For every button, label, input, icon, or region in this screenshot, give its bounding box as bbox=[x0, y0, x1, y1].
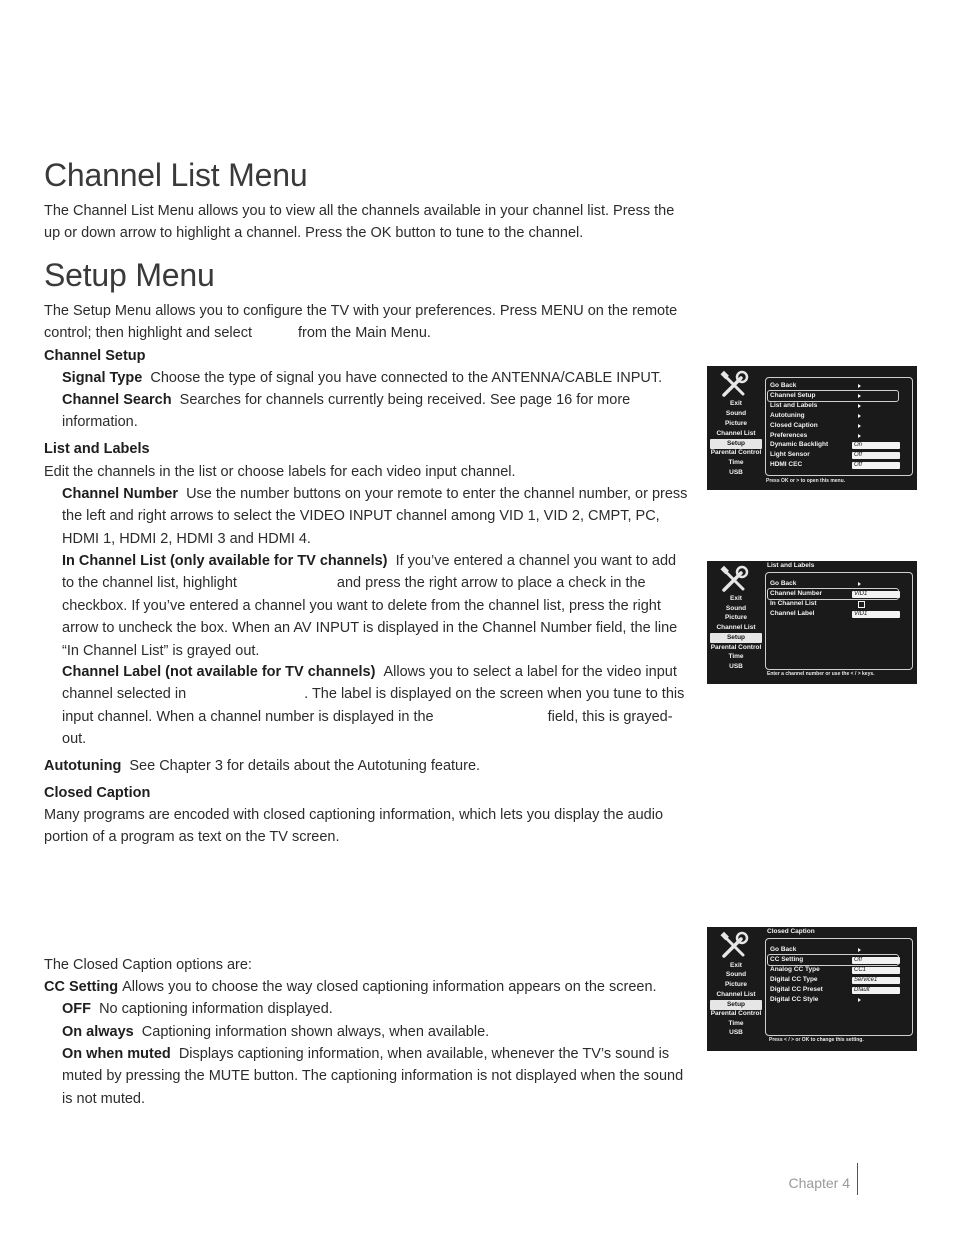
tv-sidebar-channel-list[interactable]: Channel List bbox=[716, 430, 756, 437]
tv-sidebar-usb[interactable]: USB bbox=[729, 663, 743, 670]
tv-row-light-sensor[interactable]: Light Sensor bbox=[770, 451, 810, 458]
channel-number-term: Channel Number bbox=[62, 486, 179, 502]
channel-label-desc-c: field, this is grayed-out. bbox=[62, 708, 673, 748]
tv-val-channel-label[interactable]: VID1 bbox=[852, 611, 900, 618]
tv-row-hdmi-cec[interactable]: HDMI CEC bbox=[770, 461, 803, 468]
arrow-right-icon bbox=[858, 424, 861, 428]
channel-label-desc-a: Allows you to select a label for the video input channel selected in bbox=[62, 664, 677, 703]
tv-sidebar-parental-control[interactable]: Parental Control bbox=[710, 449, 762, 456]
tv-sidebar-exit[interactable]: Exit bbox=[730, 962, 742, 969]
tools-icon bbox=[719, 370, 749, 400]
list-labels-intro: Edit the channels in the list or choose labels for each video input channel. bbox=[44, 464, 516, 480]
signal-type-term: Signal Type bbox=[62, 370, 143, 386]
cc-options-intro: The Closed Caption options are: bbox=[44, 957, 252, 973]
tv-sidebar-channel-list[interactable]: Channel List bbox=[716, 991, 756, 998]
in-channel-list-term: In Channel List (only available for TV channels) bbox=[62, 553, 388, 569]
list-labels-heading: List and Labels bbox=[44, 441, 150, 457]
tools-icon bbox=[719, 931, 749, 961]
tv-menu-box bbox=[765, 938, 913, 1036]
tv-sidebar-exit[interactable]: Exit bbox=[730, 400, 742, 407]
channel-list-intro: The Channel List Menu allows you to view all the channels available in your channel list. Press the up or down arrow to highlight a channel. Press the OK button to tune to the channel. bbox=[44, 203, 675, 242]
tv-panel-list-labels bbox=[707, 561, 917, 684]
signal-type-desc: Choose the type of signal you have connected to the ANTENNA/CABLE INPUT. bbox=[150, 370, 663, 386]
tv-sidebar-setup[interactable]: Setup bbox=[710, 439, 762, 449]
closed-caption-intro: Many programs are encoded with closed captioning information, which lets you display the audio portion of a program as text on the TV screen. bbox=[44, 807, 664, 846]
arrow-right-icon bbox=[858, 948, 861, 952]
tv-sidebar-picture[interactable]: Picture bbox=[724, 614, 748, 621]
tv-sidebar-picture[interactable]: Picture bbox=[724, 981, 748, 988]
tv-sidebar-setup[interactable]: Setup bbox=[710, 633, 762, 643]
tv-hint: Press OK or > to open this menu. bbox=[766, 478, 846, 484]
tv-row-analog-cc-type[interactable]: Analog CC Type bbox=[770, 966, 820, 973]
tv-panel-setup bbox=[707, 366, 917, 490]
tv-val-dynamic-backlight[interactable]: On bbox=[852, 442, 900, 449]
tv-sidebar-time[interactable]: Time bbox=[728, 1020, 744, 1027]
on-always-desc: Captioning information shown always, when available. bbox=[141, 1024, 490, 1040]
channel-search-desc: Searches for channels currently being received. See page 16 for more information. bbox=[62, 392, 631, 431]
arrow-right-icon bbox=[858, 404, 861, 408]
checkbox-icon[interactable] bbox=[858, 601, 865, 608]
tv-menu-box bbox=[765, 572, 913, 670]
tv-val-digital-cc-type[interactable]: Service1 bbox=[852, 977, 900, 984]
tv-val-hdmi-cec[interactable]: Off bbox=[852, 462, 900, 469]
tv-row-dynamic-backlight[interactable]: Dynamic Backlight bbox=[770, 441, 829, 448]
on-always-term: On always bbox=[62, 1024, 134, 1040]
channel-setup-heading: Channel Setup bbox=[44, 348, 146, 364]
tv-row-digital-cc-preset[interactable]: Digital CC Preset bbox=[770, 986, 823, 993]
autotuning-desc: See Chapter 3 for details about the Autotuning feature. bbox=[129, 758, 481, 774]
tv-row-list-labels[interactable]: List and Labels bbox=[770, 402, 818, 409]
heading-setup-menu: Setup Menu bbox=[44, 257, 215, 293]
tv-sidebar-channel-list[interactable]: Channel List bbox=[716, 624, 756, 631]
tv-sidebar-time[interactable]: Time bbox=[728, 459, 744, 466]
arrow-right-icon bbox=[858, 998, 861, 1002]
channel-number-para bbox=[62, 483, 692, 550]
tv-sidebar-usb[interactable]: USB bbox=[729, 1029, 743, 1036]
on-muted-para bbox=[62, 1043, 687, 1110]
tv-sidebar-parental-control[interactable]: Parental Control bbox=[710, 644, 762, 651]
tv-panel-closed-caption bbox=[707, 927, 917, 1051]
tv-menu-box bbox=[765, 377, 913, 476]
off-desc: No captioning information displayed. bbox=[99, 1001, 333, 1017]
on-muted-term: On when muted bbox=[62, 1046, 171, 1062]
tv-sidebar-picture[interactable]: Picture bbox=[724, 420, 748, 427]
autotuning-para bbox=[44, 755, 689, 777]
arrow-right-icon bbox=[858, 434, 861, 438]
tv-sidebar-sound[interactable]: Sound bbox=[725, 410, 747, 417]
tv-row-channel-label[interactable]: Channel Label bbox=[770, 610, 815, 617]
tv-sidebar-usb[interactable]: USB bbox=[729, 469, 743, 476]
tv-panel-title: Closed Caption bbox=[767, 928, 815, 935]
tv-row-go-back[interactable]: Go Back bbox=[770, 946, 797, 953]
tv-row-autotuning[interactable]: Autotuning bbox=[770, 412, 805, 419]
on-muted-desc: Displays captioning information, when available, whenever the TV’s sound is muted by pressing the MUTE button. The captioning information is not displayed when the sound is not muted. bbox=[62, 1046, 684, 1107]
tv-row-closed-caption[interactable]: Closed Caption bbox=[770, 422, 818, 429]
channel-label-desc-b: . The label is displayed on the screen when you tune to this input channel. When a channel number is displayed in the bbox=[62, 686, 685, 725]
tv-sidebar-sound[interactable]: Sound bbox=[725, 605, 747, 612]
tv-row-digital-cc-style[interactable]: Digital CC Style bbox=[770, 996, 819, 1003]
cc-setting-term: CC Setting bbox=[44, 979, 119, 995]
tv-sidebar-exit[interactable]: Exit bbox=[730, 595, 742, 602]
tv-val-analog-cc-type[interactable]: CC1 bbox=[852, 967, 900, 974]
arrow-right-icon bbox=[858, 414, 861, 418]
tv-sidebar bbox=[707, 927, 765, 1051]
tv-hint: Enter a channel number or use the < / > keys. bbox=[767, 671, 875, 677]
channel-label-para bbox=[62, 661, 692, 751]
autotuning-term: Autotuning bbox=[44, 758, 122, 774]
in-channel-list-desc-a: If you’ve entered a channel you want to add to the channel list, highlight bbox=[62, 553, 677, 592]
arrow-right-icon bbox=[858, 394, 861, 398]
channel-search-para bbox=[62, 389, 662, 434]
tv-row-preferences[interactable]: Preferences bbox=[770, 432, 808, 439]
tv-row-digital-cc-type[interactable]: Digital CC Type bbox=[770, 976, 818, 983]
tv-sidebar-sound[interactable]: Sound bbox=[725, 971, 747, 978]
tv-sidebar bbox=[707, 366, 765, 490]
tv-val-channel-number[interactable]: VID1 bbox=[852, 591, 900, 598]
closed-caption-heading: Closed Caption bbox=[44, 785, 151, 801]
tv-row-in-channel-list[interactable]: In Channel List bbox=[770, 600, 817, 607]
chapter-label: Chapter 4 bbox=[788, 1175, 850, 1191]
channel-number-desc: Use the number buttons on your remote to enter the channel number, or press the left and right arrows to select the VIDEO INPUT channel among VID 1, VID 2, CMPT, PC, HDMI 1, HDMI 2, HDMI 3 and HDMI 4. bbox=[62, 486, 688, 547]
arrow-right-icon bbox=[858, 384, 861, 388]
footer-divider bbox=[857, 1163, 858, 1195]
tv-sidebar-setup[interactable]: Setup bbox=[710, 1000, 762, 1010]
tv-sidebar-time[interactable]: Time bbox=[728, 653, 744, 660]
tv-hint: Press < / > or OK to change this setting. bbox=[769, 1037, 864, 1043]
setup-intro-a: The Setup Menu allows you to configure the TV with your preferences. Press MENU on the remote control; then highlight and select bbox=[44, 303, 678, 342]
tv-row-channel-setup[interactable]: Channel Setup bbox=[768, 391, 898, 401]
tv-row-cc-setting[interactable]: CC Setting bbox=[768, 955, 898, 965]
off-term: OFF bbox=[62, 1001, 91, 1017]
channel-label-term: Channel Label (not available for TV channels) bbox=[62, 664, 376, 680]
cc-setting-desc: Allows you to choose the way closed captioning information appears on the screen. bbox=[122, 979, 657, 995]
tools-icon bbox=[719, 565, 749, 595]
arrow-right-icon bbox=[858, 582, 861, 586]
on-always-para bbox=[62, 1021, 692, 1043]
setup-intro bbox=[44, 300, 689, 345]
tv-row-go-back[interactable]: Go Back bbox=[770, 580, 797, 587]
tv-val-digital-cc-preset[interactable]: Dfault bbox=[852, 987, 900, 994]
in-channel-list-para bbox=[62, 550, 692, 662]
off-para bbox=[62, 998, 692, 1020]
in-channel-list-desc-b: and press the right arrow to place a check in the checkbox. If you’ve entered a channel you want to delete from the channel list, press the right arrow to uncheck the box. When an AV INPUT is displayed in the Channel Number field, the line “In Channel List” is grayed out. bbox=[62, 575, 678, 659]
signal-type-para bbox=[62, 367, 692, 389]
channel-search-term: Channel Search bbox=[62, 392, 172, 408]
tv-sidebar bbox=[707, 561, 765, 684]
tv-val-cc-setting[interactable]: Off bbox=[852, 957, 900, 964]
tv-row-go-back[interactable]: Go Back bbox=[770, 382, 797, 389]
tv-sidebar-parental-control[interactable]: Parental Control bbox=[710, 1010, 762, 1017]
cc-setting-para bbox=[44, 976, 694, 998]
heading-channel-list-menu: Channel List Menu bbox=[44, 157, 308, 193]
tv-panel-title: List and Labels bbox=[767, 562, 815, 569]
tv-val-light-sensor[interactable]: Off bbox=[852, 452, 900, 459]
setup-intro-b: from the Main Menu. bbox=[297, 325, 431, 342]
tv-row-channel-number[interactable]: Channel Number bbox=[768, 589, 898, 599]
